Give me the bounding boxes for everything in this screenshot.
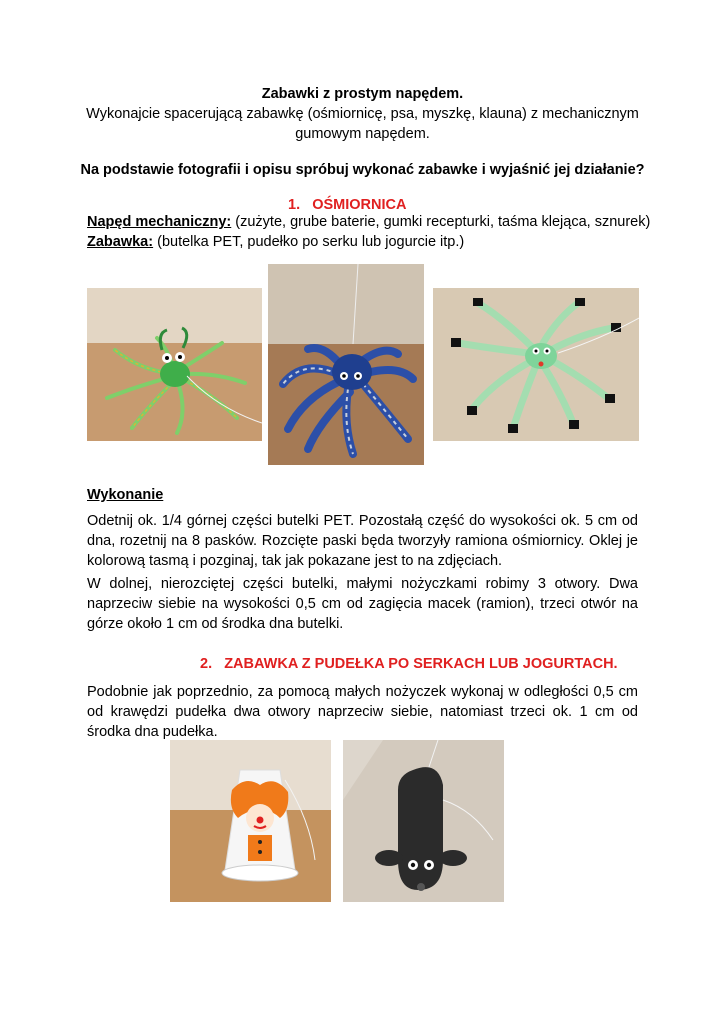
clown-cup-photo: [170, 740, 331, 902]
drive-text: (zużyte, grube baterie, gumki recepturki, taśma klejąca, sznurek): [231, 214, 651, 230]
green-octopus-photo: [87, 288, 262, 441]
wykonanie-paragraph-2: W dolnej, nierozciętej części butelki, małymi nożyczkami robimy 3 otwory. Dwa naprzeciw siebie na wysokości 0,5 cm od zagięcia macek (ramion), trzeci otwór na górze około 1 cm od środka dna butelki.: [87, 576, 638, 632]
section-1-number: 1.: [288, 197, 301, 213]
wykonanie-paragraph-1: Odetnij ok. 1/4 górnej części butelki PET. Pozostałą część do wysokości ok. 5 cm od dna, rozetnij na 8 pasków. Rozcięte paski będa tworzyły ramiona ośmiornicy. Oklej je kolorową tasmą i pozginaj, tak jak pokazane jest to na zdjęciach.: [87, 513, 638, 569]
wykonanie-heading: Wykonanie: [87, 487, 164, 503]
section-2-heading: [200, 656, 618, 672]
intro-line-2: gumowym napędem.: [295, 126, 430, 142]
page-title: Zabawki z prostym napędem.: [261, 86, 464, 102]
section-2-number: 2.: [200, 656, 213, 672]
section-2-paragraph: Podobnie jak poprzednio, za pomocą małych nożyczek wykonaj w odległości 0,5 cm od krawędzi pudełka dwa otwory naprzeciw siebie, natomiast trzeci ok. 1 cm od środka dna pudełka.: [87, 684, 638, 740]
blue-octopus-photo: [268, 264, 424, 465]
toy-line: [87, 234, 464, 250]
section-1-title: OŚMIORNICA: [312, 197, 407, 213]
intro-line-1: Wykonajcie spacerującą zabawkę (ośmiornicę, psa, myszkę, klauna) z mechanicznym: [86, 106, 639, 122]
bottle-mouse-photo: [343, 740, 504, 902]
toy-text: (butelka PET, pudełko po serku lub jogurcie itp.): [153, 234, 465, 250]
task-question: Na podstawie fotografii i opisu spróbuj wykonać zabawke i wyjaśnić jej działanie?: [80, 162, 645, 178]
flat-octopus-photo: [433, 288, 639, 441]
section-1-heading: [288, 197, 406, 213]
toy-label: Zabawka:: [87, 234, 154, 250]
drive-line: [87, 214, 650, 230]
drive-label: Napęd mechaniczny:: [87, 214, 232, 230]
section-2-title: ZABAWKA Z PUDEŁKA PO SERKACH LUB JOGURTACH.: [224, 656, 618, 672]
